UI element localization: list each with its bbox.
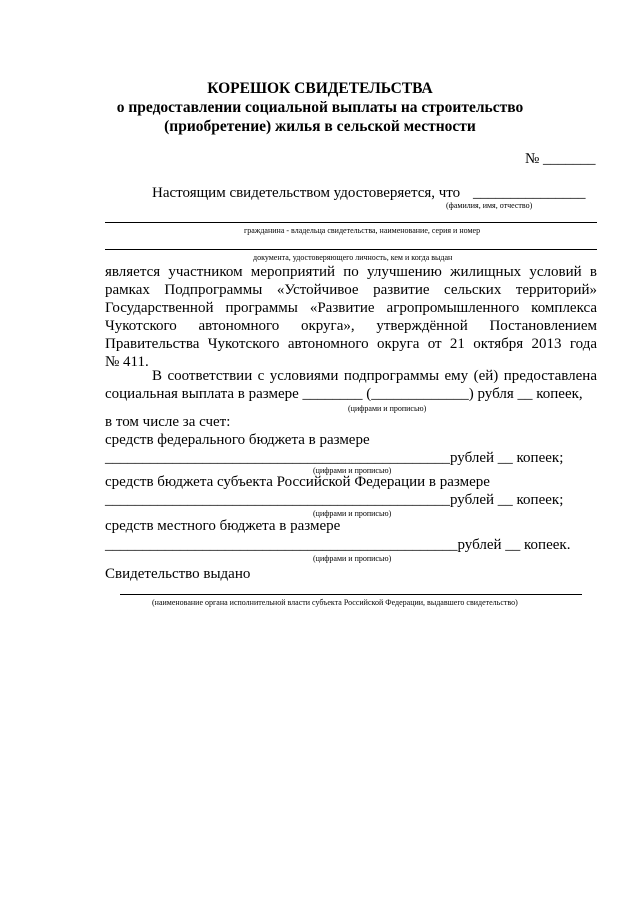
- hint-local: (цифрами и прописью): [313, 554, 392, 563]
- document-subtitle-line-2: (приобретение) жилья в сельской местности: [164, 118, 476, 135]
- hint-citizen: гражданина - владельца свидетельства, наименование, серия и номер: [244, 226, 481, 235]
- paragraph1-line-6: № 411.: [105, 354, 149, 370]
- federal-budget-line: ______________________________________________рублей __ копеек;: [105, 450, 564, 466]
- issued-label: Свидетельство выдано: [105, 566, 251, 582]
- hint-full-name: (фамилия, имя, отчество): [446, 201, 533, 210]
- document-subtitle-line-1: о предоставлении социальной выплаты на строительство: [116, 99, 524, 116]
- federal-budget-label: средств федерального бюджета в размере: [105, 432, 370, 448]
- hint-amount: (цифрами и прописью): [348, 404, 427, 413]
- document-line: [105, 249, 597, 250]
- regional-budget-line: ______________________________________________рублей __ копеек;: [105, 492, 564, 508]
- local-budget-label: средств местного бюджета в размере: [105, 518, 341, 534]
- issued-line: [120, 594, 582, 595]
- document-title: КОРЕШОК СВИДЕТЕЛЬСТВА: [207, 80, 433, 97]
- hint-issuer: (наименование органа исполнительной власти субъекта Российской Федерации, выдавшего свидетельство): [152, 598, 518, 607]
- intro-name-blank: _______________: [473, 185, 586, 201]
- paragraph2-line-3: в том числе за счет:: [105, 414, 231, 430]
- regional-budget-label: средств бюджета субъекта Российской Федерации в размере: [105, 474, 490, 490]
- hint-document: документа, удостоверяющего личность, кем и когда выдан: [253, 253, 453, 262]
- paragraph1-line-4: Чукотского автономного округа», утверждённой Постановлением: [105, 318, 597, 334]
- paragraph1-line-2: рамках Подпрограммы «Устойчивое развитие сельских территорий»: [105, 282, 597, 298]
- paragraph2-line-1: В соответствии с условиями подпрограммы ему (ей) предоставлена: [152, 368, 597, 384]
- hint-federal: (цифрами и прописью): [313, 466, 392, 475]
- citizen-line: [105, 222, 597, 223]
- paragraph1-line-5: Правительства Чукотского автономного округа от 21 октября 2013 года: [105, 336, 597, 352]
- paragraph1-line-3: Государственной программы «Развитие агропромышленного комплекса: [105, 300, 597, 316]
- hint-regional: (цифрами и прописью): [313, 509, 392, 518]
- local-budget-line: _______________________________________________рублей __ копеек.: [105, 537, 571, 553]
- certificate-number: № _______: [525, 151, 596, 167]
- intro-text: Настоящим свидетельством удостоверяется, что: [152, 185, 461, 201]
- paragraph1-line-1: является участником мероприятий по улучшению жилищных условий в: [105, 264, 597, 280]
- paragraph2-line-2: социальная выплата в размере ________ (_____________) рубля __ копеек,: [105, 386, 583, 402]
